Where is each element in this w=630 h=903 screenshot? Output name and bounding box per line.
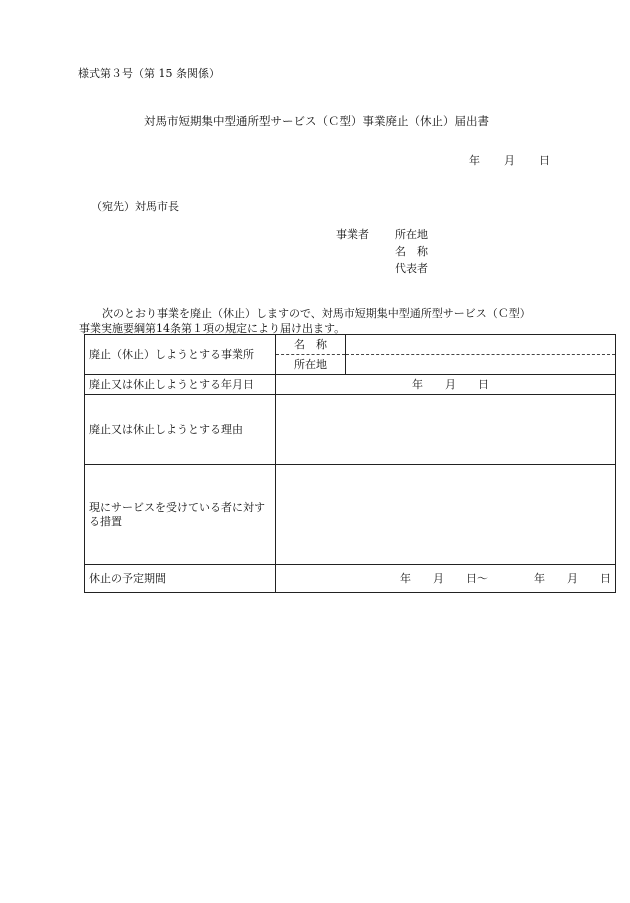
applicant-party-label: 事業者: [336, 228, 369, 241]
reason-label: 廃止又は休止しようとする理由: [89, 422, 243, 436]
period-from-month: 月: [433, 571, 444, 585]
measures-input[interactable]: [276, 465, 616, 565]
document-title: 対馬市短期集中型通所型サービス（Ｃ型）事業廃止（休止）届出書: [144, 114, 489, 128]
period-label-cell: [85, 565, 276, 593]
abolish-date-year: 年: [412, 377, 423, 391]
addressee: （宛先）対馬市長: [91, 200, 179, 213]
measures-label: 現にサービスを受けている者に対する措置: [89, 500, 265, 528]
suspension-period-label: 休止の予定期間: [89, 571, 166, 585]
submission-date: [469, 155, 550, 166]
period-to-day: 日: [600, 571, 611, 585]
measures-label-cell: [85, 465, 276, 565]
form-number: 様式第３号（第 15 条関係）: [78, 67, 220, 80]
notice-line-2: 事業実施要綱第14条第１項の規定により届け出ます。: [79, 322, 346, 335]
abolish-date-input[interactable]: [276, 375, 616, 395]
facility-name-label-cell: [276, 335, 346, 355]
applicant-name-label: 名 称: [395, 245, 428, 258]
notice-line-1: 次のとおり事業を廃止（休止）しますので、対馬市短期集中型通所型サービス（Ｃ型）: [102, 307, 531, 320]
facility-location-input[interactable]: [346, 355, 616, 375]
facility-label: 廃止（休止）しようとする事業所: [89, 347, 254, 361]
period-from-day: 日～: [466, 571, 488, 585]
date-day: 日: [539, 154, 550, 167]
notification-table: [84, 334, 616, 593]
facility-location-label-cell: [276, 355, 346, 375]
applicant-representative-label: 代表者: [395, 262, 428, 275]
notice-text: [79, 306, 611, 336]
date-month: 月: [504, 154, 515, 167]
period-to-month: 月: [567, 571, 578, 585]
facility-location-label: 所在地: [294, 357, 327, 371]
applicant-location-label: 所在地: [395, 228, 428, 241]
reason-input[interactable]: [276, 395, 616, 465]
abolish-date-label: 廃止又は休止しようとする年月日: [89, 377, 254, 391]
period-from-year: 年: [400, 571, 411, 585]
date-label-cell: [85, 375, 276, 395]
facility-name-label: 名 称: [294, 337, 327, 351]
facility-label-cell: [85, 335, 276, 375]
suspension-period-input[interactable]: [276, 565, 616, 593]
abolish-date-day: 日: [478, 377, 489, 391]
reason-label-cell: [85, 395, 276, 465]
abolish-date-month: 月: [445, 377, 456, 391]
date-year: 年: [469, 154, 480, 167]
period-to-year: 年: [534, 571, 545, 585]
facility-name-input[interactable]: [346, 335, 616, 355]
